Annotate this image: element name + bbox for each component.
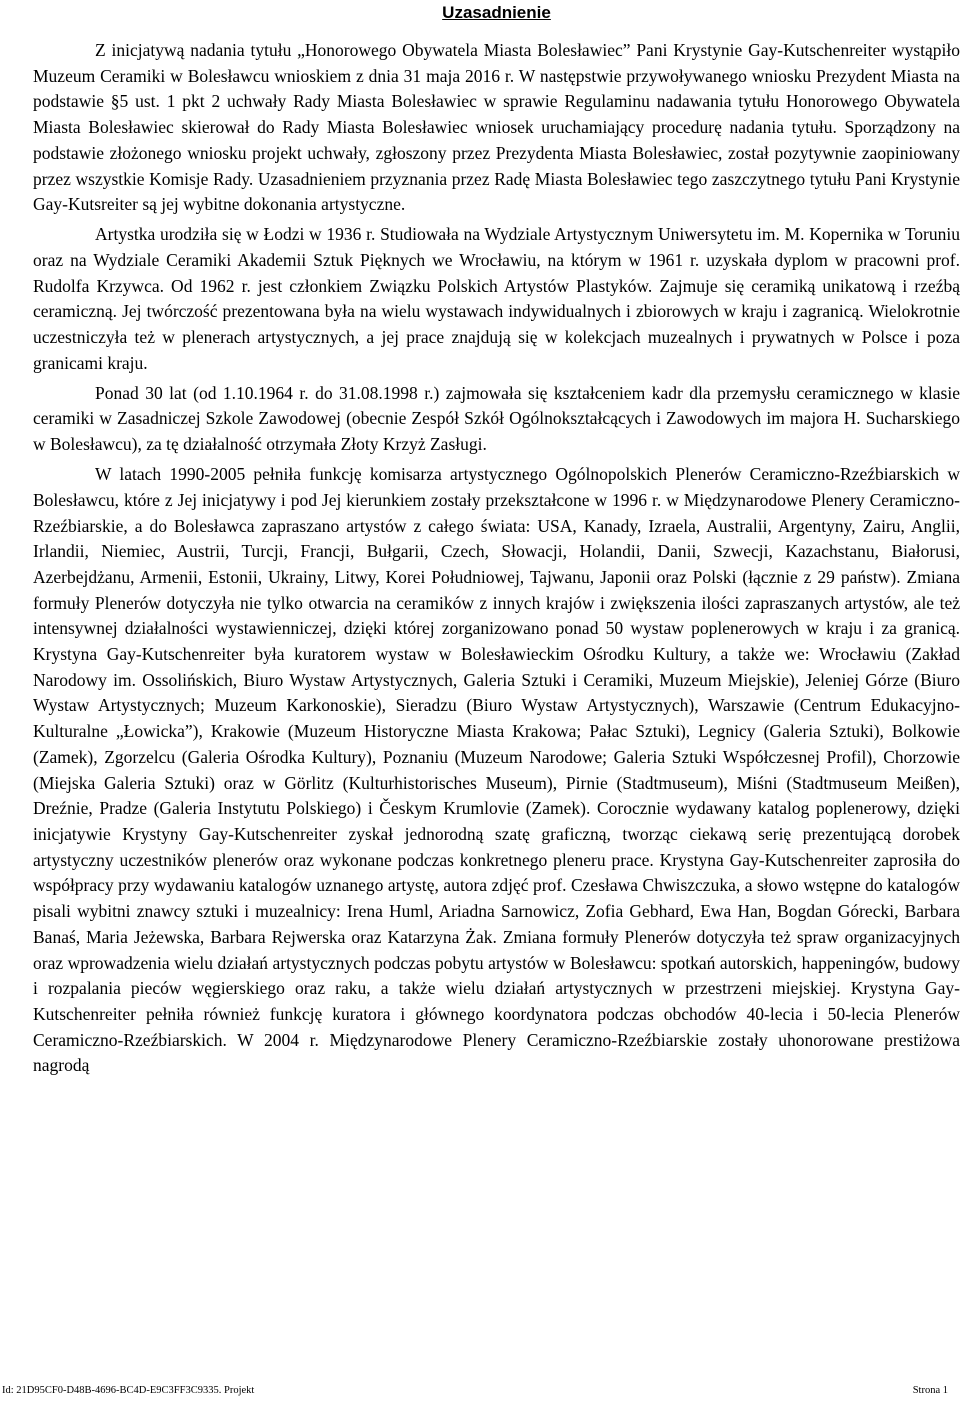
paragraph-plenery: W latach 1990-2005 pełniła funkcję komisarza artystycznego Ogólnopolskich Plenerów Ceramiczno-Rzeźbiarskich w Bolesławcu, które z Jej inicjatywy i pod Jej kierunkiem zostały przekształcone w 1996 r. w Międzynarodowe Plenery Ceramiczno-Rzeźbiarskie, a do Bolesławca zapraszano artystów z całego świata: USA, Kanady, Izraela, Australii, Argentyny, Zairu, Anglii, Irlandii, Niemiec, Austrii, Turcji, Francji, Bułgarii, Czech, Słowacji, Holandii, Danii, Szwecji, Kazachstanu, Białorusi, Azerbejdżanu, Armenii, Estonii, Ukrainy, Litwy, Korei Południowej, Tajwanu, Japonii oraz Polski (łącznie z 29 państw). Zmiana formuły Plenerów dotyczyła nie tylko otwarcia na ceramików z innych krajów i zwiększenia ilości zapraszanych artystów, ale też intensywnej działalności wystawienniczej, dzięki której zorganizowano ponad 50 wystaw poplenerowych w kraju i za granicą. Krystyna Gay-Kutschenreiter była kuratorem wystaw w Bolesławieckim Ośrodku Kultury, a także we: Wrocławiu (Zakład Narodowy im. Ossolińskich, Biuro Wystaw Artystycznych, Galeria Sztuki i Ceramiki, Muzeum Miejskie), Jeleniej Górze (Biuro Wystaw Artystycznych; Muzeum Karkonoskie), Sieradzu (Biuro Wystaw Artystycznych), Warszawie (Centrum Edukacyjno-Kulturalne „Łowicka”), Krakowie (Muzeum Historyczne Miasta Krakowa; Pałac Sztuki), Legnicy (Galeria Sztuki), Bolkowie (Zamek), Zgorzelcu (Galeria Ośrodka Kultury), Poznaniu (Muzeum Narodowe; Galeria Sztuki Współczesnej Profil), Chorzowie (Miejska Galeria Sztuki) oraz w Görlitz (Kulturhistorisches Museum), Pirnie (Stadtmuseum), Miśni (Stadtmuseum Meißen), Dreźnie, Pradze (Galeria Instytutu Polskiego) i Českym Krumlovie (Zamek). Corocznie wydawany katalog poplenerowy, dzięki inicjatywie Krystyny Gay-Kutschenreiter zyskał jednorodną szatę graficzną, tworząc ciekawą serię prezentującą dorobek artystyczny uczestników plenerów oraz wykonane podczas konkretnego pleneru prace. Krystyna Gay-Kutschenreiter zaprosiła do współpracy przy wydawaniu katalogów uznanego artystę, autora zdjęć prof. Czesława Chwiszczuka, a słowo wstępne do katalogów pisali wybitni znawcy sztuki i muzealnicy: Irena Huml, Ariadna Sarnowicz, Zofia Gebhard, Ewa Han, Bogdan Górecki, Barbara Banaś, Maria Jeżewska, Barbara Rejwerska oraz Katarzyna Żak. Zmiana formuły Plenerów dotyczyła też spraw organizacyjnych oraz wprowadzenia wielu działań artystycznych podczas pobytu artystów w Bolesławcu: spotkań autorskich, happeningów, budowy i rozpalania pieców węgierskiego oraz raku, a także wielu działań artystycznych w przestrzeni miejskiej. Krystyna Gay-Kutschenreiter pełniła również funkcję kuratora i głównego koordynatora podczas obchodów 40-lecia i 50-lecia Plenerów Ceramiczno-Rzeźbiarskich. W 2004 r. Międzynarodowe Plenery Ceramiczno-Rzeźbiarskie zostały uhonorowane prestiżowa nagrodą — [33, 464, 960, 1076]
page-footer — [0, 1383, 960, 1399]
paragraph-teaching: Ponad 30 lat (od 1.10.1964 r. do 31.08.1998 r.) zajmowała się kształceniem kadr dla przemysłu ceramicznego w klasie ceramiki w Zasadniczej Szkole Zawodowej (obecnie Zespół Szkół Ogólnokształcących i Zawodowych im majora H. Sucharskiego w Bolesławcu), za tę działalność otrzymała Złoty Krzyż Zasługi. — [33, 382, 960, 455]
document-page — [33, 0, 960, 1083]
paragraph-initiative: Z inicjatywą nadania tytułu „Honorowego Obywatela Miasta Bolesławiec” Pani Krystynie Gay-Kutschenreiter wystąpiło Muzeum Ceramiki w Bolesławcu wnioskiem z dnia 31 maja 2016 r. W następstwie przywoływanego wniosku Prezydent Miasta na podstawie §5 ust. 1 pkt 2 uchwały Rady Miasta Bolesławiec w sprawie Regulaminu nadawania tytułu Honorowego Obywatela Miasta Bolesławiec skierował do Rady Miasta Bolesławiec wniosek uruchamiający procedurę nadania tytułu. Sporządzony na podstawie złożonego wniosku projekt uchwały, zgłoszony przez Prezydenta Miasta Bolesławiec, został pozytywnie zaopiniowany przez wszystkie Komisje Rady. Uzasadnieniem przyznania przez Radę Miasta Bolesławiec tego zaszczytnego tytułu Pani Krystynie Gay-Kutsreiter są jej wybitne dokonania artystyczne. — [33, 40, 960, 215]
document-title: Uzasadnienie — [442, 3, 551, 22]
page-number: Strona 1 — [912, 1385, 948, 1396]
paragraph-biography: Artystka urodziła się w Łodzi w 1936 r. Studiowała na Wydziale Artystycznym Uniwersytetu im. M. Kopernika w Toruniu oraz na Wydziale Ceramiki Akademii Sztuk Pięknych we Wrocławiu, na którym w 1961 r. uzyskała dyplom w pracowni prof. Rudolfa Krzywca. Od 1962 r. jest członkiem Związku Polskich Artystów Plastyków. Zajmuje się ceramiką unikatową i rzeźbą ceramiczną. Jej twórczość prezentowana była na wielu wystawach indywidualnych i zbiorowych w kraju i zagranicą. Wielokrotnie uczestniczyła też w plenerach artystycznych, a jej prace znajdują się w kolekcjach muzealnych i prywatnych w Polsce i poza granicami kraju. — [33, 224, 960, 373]
document-id-label: Id: 21D95CF0-D48B-4696-BC4D-E9C3FF3C9335. Projekt — [2, 1385, 255, 1396]
